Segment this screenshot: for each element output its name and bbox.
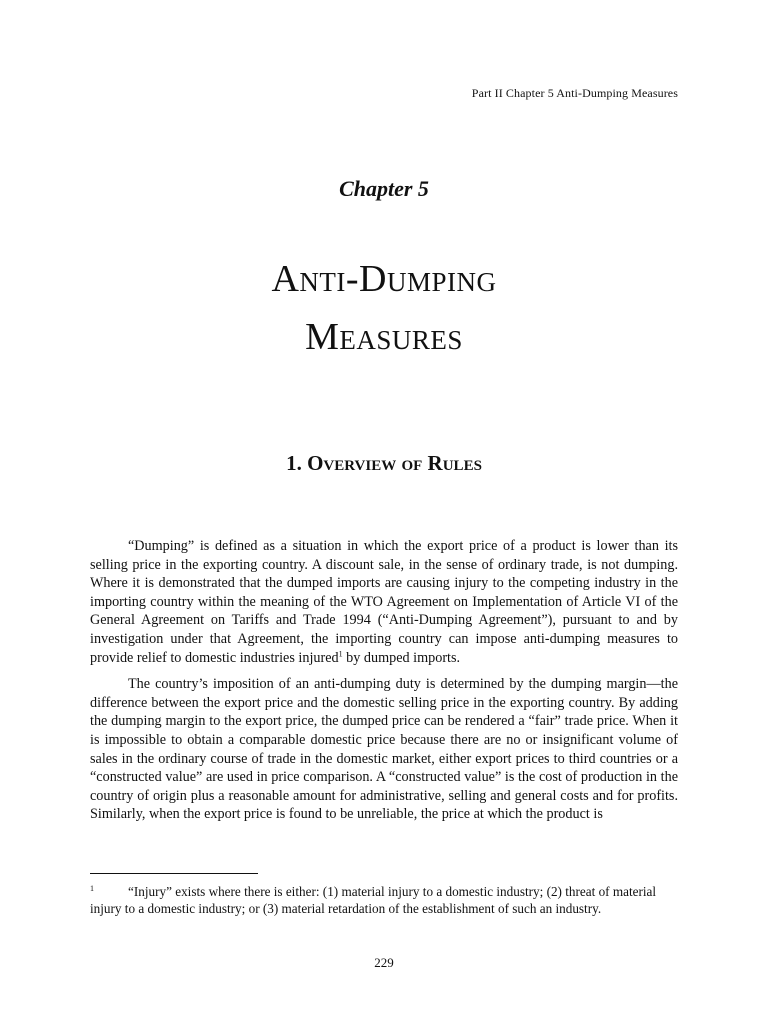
footnote-text: “Injury” exists where there is either: (1) material injury to a domestic industry; (2) threat of material injury to a domestic industry; or (3) material retardation of the establishment of such an industry. <box>90 884 657 916</box>
chapter-label: Chapter 5 <box>339 176 429 201</box>
footnote: 1 “Injury” exists where there is either: (1) material injury to a domestic industry; (2) threat of material injury to a domestic industry; or (3) material retardation of the establishment of such an industry. <box>90 883 657 916</box>
body-text <box>90 537 678 832</box>
chapter-title <box>0 250 768 366</box>
chapter-title-line-2: Measures <box>305 316 463 358</box>
paragraph-1 <box>90 537 678 667</box>
running-head: Part II Chapter 5 Anti-Dumping Measures <box>471 86 678 100</box>
footnote-reference: 1 <box>338 648 343 658</box>
section-heading: 1. Overview of Rules <box>286 451 482 475</box>
paragraph-1-text-end: by dumped imports. <box>342 649 461 666</box>
page-number: 229 <box>374 955 394 970</box>
footnote-divider <box>90 873 258 874</box>
paragraph-1-text: “Dumping” is defined as a situation in which the export price of a product is lower than its selling price in the exporting country. A discount sale, in the sense of ordinary trade, is not dumping. Where it is demonstrated that the dumped imports are causing injury to the competing industry in the importing country within the meaning of the WTO Agreement on Implementation of Article VI of the General Agreement on Tariffs and Trade 1994 (“Anti-Dumping Agreement”), pursuant to and by investigation under that Agreement, the importing country can impose anti-dumping measures to provide relief to domestic industries injured <box>90 538 678 666</box>
paragraph-2: The country’s imposition of an anti-dumping duty is determined by the dumping margin—the difference between the export price and the domestic selling price in the exporting country. By adding the dumping margin to the export price, the dumped price can be rendered a “fair” trade price. When it is impossible to obtain a comparable domestic price because there are no or insignificant volume of sales in the ordinary course of trade in the domestic market, either export prices to third countries or a “constructed value” are used in price comparison. A “constructed value” is the cost of production in the country of origin plus a reasonable amount for administrative, selling and general costs and for profits. Similarly, when the export price is found to be unreliable, the price at which the product is <box>90 676 678 823</box>
chapter-title-line-1: Anti-Dumping <box>271 258 497 300</box>
